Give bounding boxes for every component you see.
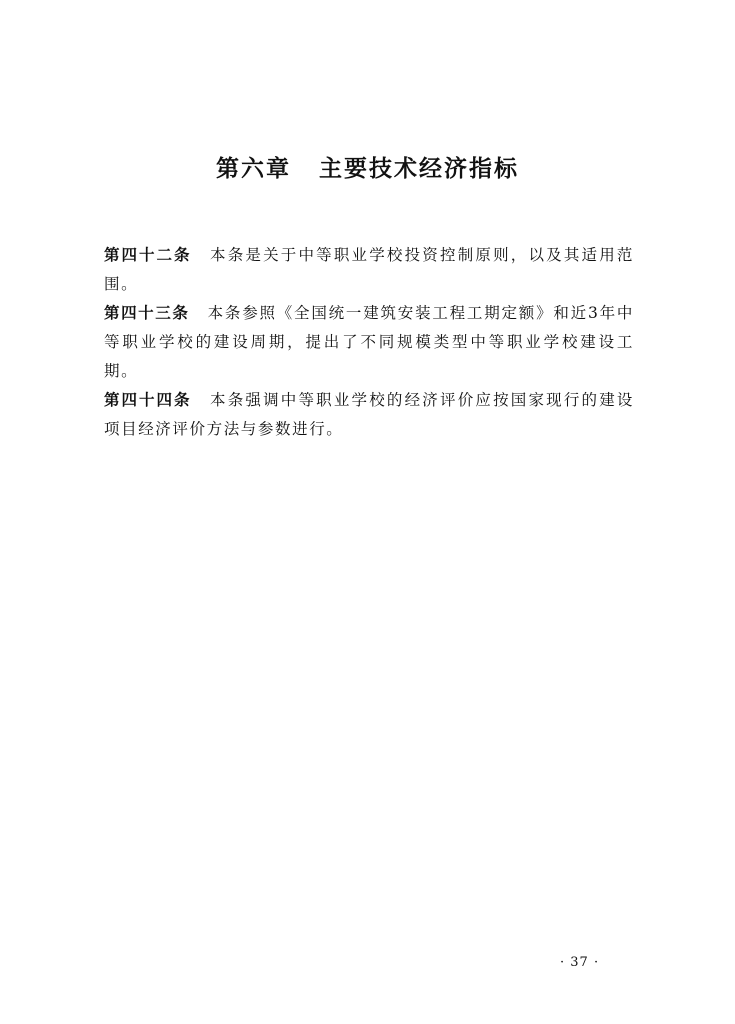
chapter-title — [0, 152, 735, 186]
article-44 — [104, 386, 634, 444]
page-number: · 37 · — [560, 955, 600, 970]
article-text: 本条参照《全国统一建筑安装工程工期定额》和近3年中等职业学校的建设周期，提出了不同规模类型中等职业学校建设工期。 — [104, 304, 634, 380]
chapter-number: 第六章 — [216, 156, 291, 182]
article-text: 本条强调中等职业学校的经济评价应按国家现行的建设项目经济评价方法与参数进行。 — [104, 391, 634, 438]
article-43 — [104, 299, 634, 386]
article-42 — [104, 241, 634, 299]
article-number: 第四十二条 — [104, 246, 192, 264]
chapter-body — [104, 241, 634, 444]
chapter-name: 主要技术经济指标 — [319, 156, 519, 182]
article-number: 第四十四条 — [104, 391, 192, 409]
article-number: 第四十三条 — [104, 304, 190, 322]
article-text: 本条是关于中等职业学校投资控制原则，以及其适用范围。 — [104, 246, 634, 293]
